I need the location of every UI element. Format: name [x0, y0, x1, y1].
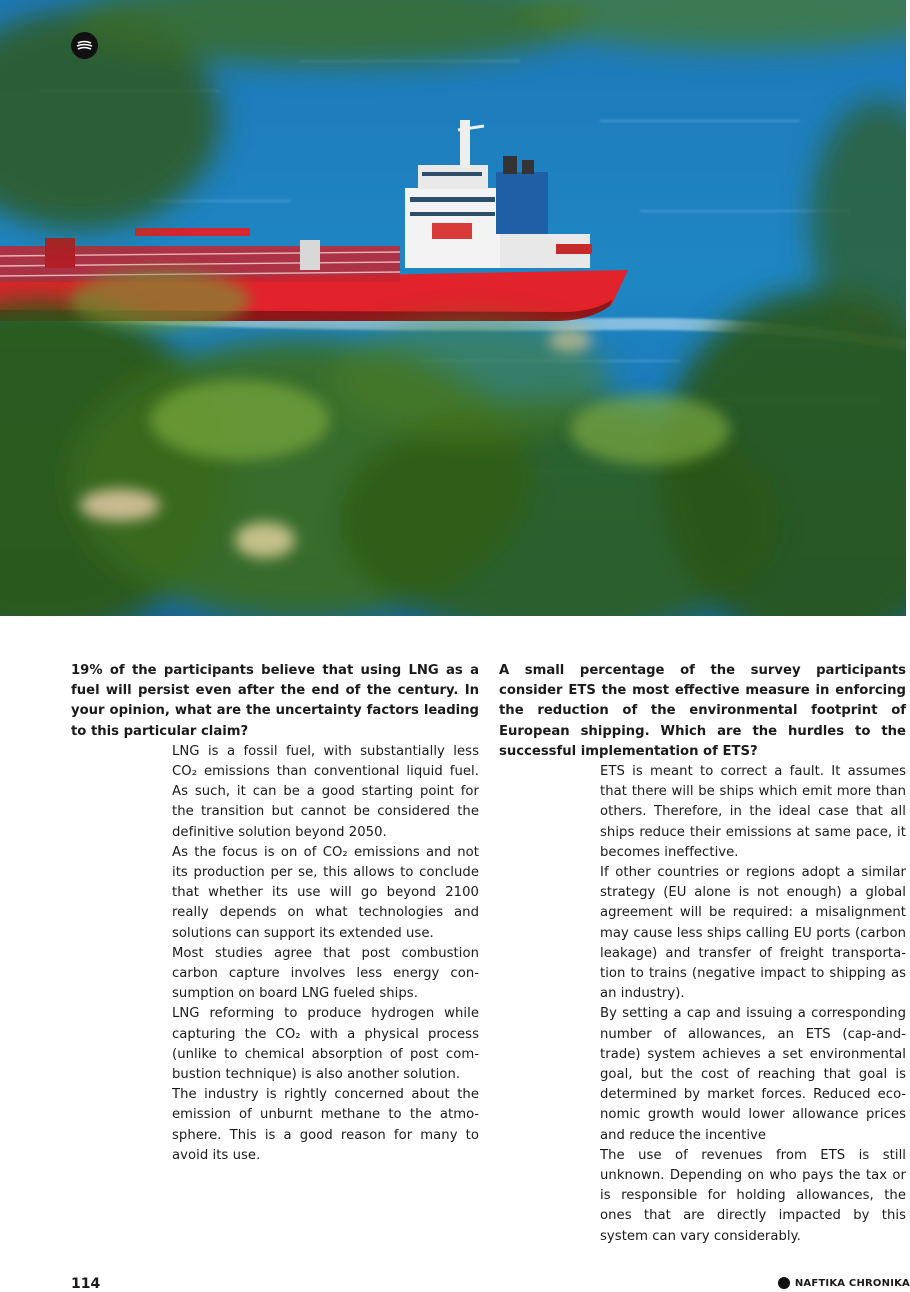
brand-footer [778, 1277, 910, 1289]
right-paragraph-4: The use of revenues from ETS is still unknown. Depending on who pays the tax or is responsible for holding allowances, the ones that are directly impacted by this system can vary considerably. [600, 1147, 906, 1244]
page-number: 114 [71, 1276, 101, 1292]
brand-name: NAFTIKA CHRONIKA [794, 1277, 910, 1289]
right-answer [600, 762, 906, 1247]
left-paragraph-3: Most studies agree that post combustion carbon capture involves less energy consumption on board LNG fueled ships. [172, 945, 479, 1002]
right-paragraph-1: ETS is meant to correct a fault. It assumes that there will be ships which emit more than others. Therefore, in the ideal case that all ships reduce their emissions at same pace, it becomes ineffective. [600, 764, 906, 860]
left-paragraph-4: LNG reforming to produce hydrogen while capturing the CO₂ with a physical process (unlike to chemical absorption of post combustion technique) is also another solution. [172, 1006, 479, 1083]
brand-logo-icon [778, 1277, 790, 1289]
right-paragraph-3: By setting a cap and issuing a corresponding number of allowances, an ETS (cap-and-trade) system achieves a set environmental goal, but the cost of reaching that goal is determined by market forces. Reduced economic growth would lower allowance prices and reduce the incentive [600, 1006, 906, 1143]
wave-logo-icon [71, 32, 98, 59]
hero-photo [0, 0, 906, 616]
left-paragraph-5: The industry is rightly concerned about the emission of unburnt methane to the atmosphere. This is a good reason for many to avoid its use. [172, 1087, 479, 1163]
left-paragraph-1: LNG is a fossil fuel, with substantially less CO₂ emissions than conventional liquid fuel. As such, it can be a good starting point for the transition but cannot be considered the definitive solution beyond 2050. [172, 743, 479, 840]
left-question: 19% of the participants believe that using LNG as a fuel will persist even after the end of the century. In your opinion, what are the uncertainty factors leading to this particular claim? [71, 663, 479, 739]
ship-photo-illustration [0, 0, 906, 616]
right-paragraph-2: If other countries or regions adopt a similar strategy (EU alone is not enough) a global agreement will be required: a misalignment may cause less ships calling EU ports (carbon leakage) and transfer of freight transportation to trains (negative impact to shipping as an industry). [600, 865, 906, 1002]
left-column [71, 661, 479, 1166]
right-column [499, 661, 906, 1247]
right-question: A small percentage of the survey participants consider ETS the most effective measure in enforcing the reduction of the environmental footprint of European shipping. Which are the hurdles to the successful implementation of ETS? [499, 663, 906, 759]
left-answer [172, 742, 479, 1166]
left-paragraph-2: As the focus is on of CO₂ emissions and not its production per se, this allows to conclude that whether its use will go beyond 2100 really depends on what technologies and solutions can support its extended use. [172, 844, 479, 941]
